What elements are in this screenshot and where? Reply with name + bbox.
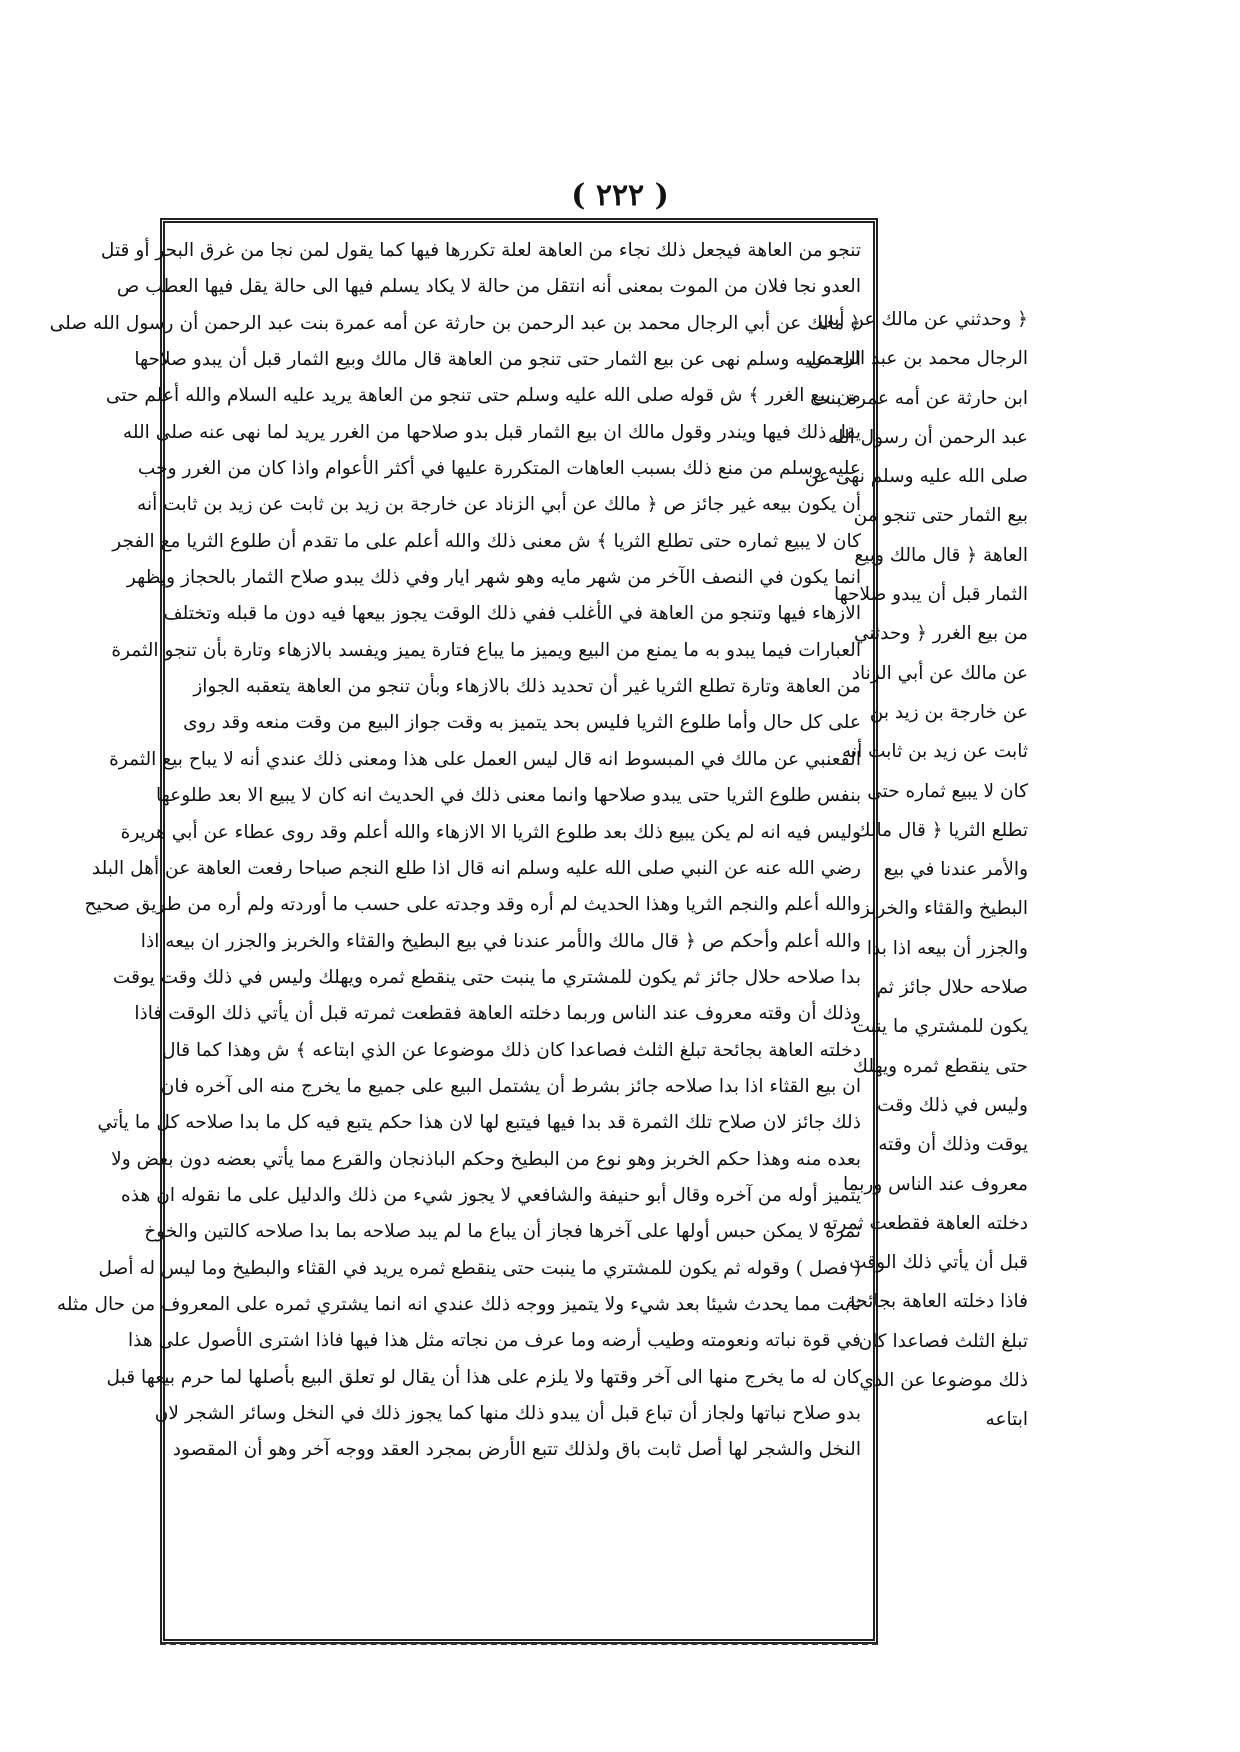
margin-text-line: ذلك موضوعا عن الذي bbox=[859, 1370, 1028, 1392]
main-text-line: القعنبي عن مالك في المبسوط انه قال ليس العمل على هذا ومعنى ذلك عندي أنه لا يباح بيع الثمرة bbox=[109, 748, 861, 770]
main-text-line: الله عليه وسلم نهى عن بيع الثمار حتى تنجو من العاهة قال مالك وبيع الثمار قبل أن يبدو صلاحها bbox=[134, 349, 861, 371]
main-text-line: بعده منه وهذا حكم الخربز وهو نوع من البطيخ وحكم الباذنجان والقرع مما يأتي بعضه دون بعض ولا bbox=[111, 1148, 861, 1170]
margin-text-line: عن خارجة بن زيد بن bbox=[869, 701, 1028, 723]
margin-text-line: عبد الرحمن أن رسول الله bbox=[827, 426, 1028, 448]
margin-text-line: دخلته العاهة فقطعت ثمرته bbox=[822, 1212, 1028, 1234]
margin-text-line: يوقت وذلك أن وقته bbox=[878, 1134, 1028, 1156]
margin-text-line: صلى الله عليه وسلم نهى عن bbox=[804, 466, 1028, 488]
main-text-line: ﴿ مالك عن أبي الرجال محمد بن عبد الرحمن بن حارثة عن أمه عمرة بنت عبد الرحمن أن رسول الله صلى bbox=[49, 312, 861, 334]
main-text-line: تنجو من العاهة فيجعل ذلك نجاء من العاهة لعلة تكررها فيها كما يقول لمن نجا من غرق البحر أو قتل bbox=[100, 240, 861, 261]
margin-text-line: الرجال محمد بن عبد الرحمن bbox=[807, 348, 1028, 370]
main-text-line: انما يكون في النصف الآخر من شهر مايه وهو شهر ايار وفي ذلك يبدو صلاح الثمار بالحجاز ويظهر bbox=[126, 567, 861, 589]
margin-text-line: ثابت عن زيد بن ثابت أنه bbox=[842, 741, 1028, 763]
margin-text-line: كان لا يبيع ثماره حتى bbox=[867, 780, 1028, 802]
margin-text-line: تبلغ الثلث فصاعدا كان bbox=[858, 1330, 1028, 1352]
main-text-line: وذلك أن وقته معروف عند الناس وربما دخلته العاهة فقطعت ثمرته قبل أن يأتي ذلك الوقت فاذا bbox=[134, 1003, 861, 1025]
main-text-frame bbox=[49, 218, 878, 1644]
margin-text-line: والأمر عندنا في بيع bbox=[883, 859, 1028, 881]
main-text-line: ( فصل ) وقوله ثم يكون للمشتري ما ينبت حتى ينقطع ثمره يريد في القثاء والبطيخ وما ليس له أصل bbox=[98, 1257, 861, 1279]
margin-text-line: صلاحه حلال جائز ثم bbox=[876, 977, 1028, 999]
margin-text-line: والجزر أن بيعه اذا بدا bbox=[866, 937, 1028, 959]
main-text-line: النخل والشجر لها أصل ثابت باق ولذلك تتبع الأرض بمجرد العقد ووجه آخر وهو أن المقصود bbox=[172, 1439, 861, 1461]
main-text-line: ثابت مما يحدث شيئا بعد شيء ولا يتميز ووجه ذلك عندي انه انما يشتري ثمره على المعروف من حال مثله bbox=[56, 1293, 861, 1315]
margin-text-line: الثمار قبل أن يبدو صلاحها bbox=[833, 584, 1028, 606]
main-text-line: ثمرة لا يمكن حبس أولها على آخرها فجاز أن يباع ما لم يبد صلاحه بما بدا صلاحه كالتين والخوخ bbox=[144, 1221, 861, 1243]
main-text-line: على كل حال وأما طلوع الثريا فليس بحد يتميز به وقت جواز البيع من وقت منعه وقد روى bbox=[183, 712, 861, 734]
margin-text-line: ﴿ وحدثني عن مالك عن أبي bbox=[818, 309, 1028, 330]
main-text-line: كان له ما يخرج منها الى آخر وقتها ولا يلزم على هذا أن يقال لو تعلق البيع بأصلها لما حرم بيعها قبل bbox=[106, 1366, 861, 1388]
main-text-line: بدا صلاحه حلال جائز ثم يكون للمشتري ما ينبت حتى ينقطع ثمره ويهلك وليس في ذلك وقت يوقت bbox=[112, 966, 861, 988]
margin-text-line: من بيع الغرر ﴿ وحدثني bbox=[853, 623, 1028, 645]
main-text-line: والله أعلم وأحكم ص ﴿ قال مالك والأمر عندنا في بيع البطيخ والقثاء والخربز والجزر ان بيعه اذا bbox=[140, 930, 861, 952]
margin-text-line: يكون للمشتري ما ينبت bbox=[852, 1016, 1028, 1038]
main-text-line: يقل ذلك فيها ويندر وقول مالك ان بيع الثمار قبل بدو صلاحها من الغرر يريد لما نهى عنه صلى الله bbox=[122, 421, 861, 443]
margin-hadith-text bbox=[804, 300, 1028, 1440]
main-commentary-text bbox=[49, 233, 861, 1469]
main-text-line: من العاهة وتارة تطلع الثريا غير أن تحديد ذلك بالازهاء وبأن تنجو من العاهة يتعقبه الجواز bbox=[193, 676, 861, 698]
margin-text-line: البطيخ والقثاء والخربز bbox=[860, 898, 1028, 920]
margin-text-line: تطلع الثريا ﴿ قال مالك bbox=[855, 819, 1028, 841]
main-text-line: الازهاء فيها وتنجو من العاهة في الأغلب ففي ذلك الوقت يجوز بيعها فيه دون ما قبله وتختلف bbox=[163, 603, 861, 625]
margin-text-line: ابن حارثة عن أمه عمرة بنت bbox=[812, 387, 1028, 409]
main-text-line: وليس فيه انه لم يكن يبيع ذلك بعد طلوع الثريا الا الازهاء والله أعلم وقد روى عطاء عن أبي هريرة bbox=[120, 821, 861, 843]
main-text-line: ذلك جائز لان صلاح تلك الثمرة قد بدا فيها فيتبع لها لان هذا حكم يتبع فيه كل ما بدا صلاحه كل ما يأتي bbox=[97, 1112, 861, 1134]
main-text-line: بدو صلاح نباتها ولجاز أن تباع قبل أن يبدو ذلك منها كما يجوز ذلك في النخل وسائر الشجر لان bbox=[154, 1403, 861, 1424]
main-text-line: أن يكون بيعه غير جائز ص ﴿ مالك عن أبي الزناد عن خارجة بن زيد بن ثابت عن زيد بن ثابت أنه bbox=[137, 494, 861, 516]
main-text-line: من بيع الغرر ﴾ ش قوله صلى الله عليه وسلم حتى تنجو من العاهة يريد عليه السلام والله أعلم حتى bbox=[105, 385, 861, 407]
main-text-line: عليه وسلم من منع ذلك بسبب العاهات المتكررة عليها في أكثر الأعوام واذا كان من الغرر وجب bbox=[137, 458, 861, 480]
main-text-line: يتميز أوله من آخره وقال أبو حنيفة والشافعي لا يجوز شيء من ذلك والدليل على ما نقوله ان هذه bbox=[120, 1184, 861, 1206]
margin-text-line: ابتاعه bbox=[985, 1409, 1028, 1431]
margin-text-line: قبل أن يأتي ذلك الوقت bbox=[849, 1252, 1028, 1274]
main-text-line: دخلته العاهة بجائحة تبلغ الثلث فصاعدا كان ذلك موضوعا عن الذي ابتاعه ﴾ ش وهذا كما قال bbox=[162, 1039, 861, 1061]
page-number: ( ٢٢٢ ) bbox=[571, 178, 669, 213]
margin-text-line: فاذا دخلته العاهة بجائحة bbox=[846, 1291, 1028, 1313]
margin-text-line: معروف عند الناس وربما bbox=[842, 1173, 1028, 1195]
main-text-line: في قوة نباته ونعومته وطيب أرضه وما عرف من نجاته مثل هذا فيها فاذا اشترى الأصول على هذا bbox=[127, 1330, 861, 1352]
main-text-line: رضي الله عنه عن النبي صلى الله عليه وسلم انه قال اذا طلع النجم صباحا رفعت العاهة عن أهل البلد bbox=[91, 857, 861, 879]
main-text-line: كان لا يبيع ثماره حتى تطلع الثريا ﴾ ش معنى ذلك والله أعلم على ما تقدم أن طلوع الثريا مع الفجر bbox=[112, 530, 861, 552]
main-text-line: العبارات فيما يبدو به ما يمنع من البيع ويميز ما يباع فتارة يميز ويفسد بالازهاء وتارة بأن تنجو الثمرة bbox=[111, 639, 861, 661]
margin-text-line: العاهة ﴿ قال مالك وبيع bbox=[854, 544, 1028, 566]
main-text-line: العدو نجا فلان من الموت بمعنى أنه انتقل من حالة لا يكاد يسلم فيها الى حالة يقل فيها العطب ص bbox=[116, 276, 861, 298]
main-text-line: بنفس طلوع الثريا حتى يبدو صلاحها وانما معنى ذلك في الحديث انه كان لا يبيع الا بعد طلوعها bbox=[155, 785, 861, 807]
margin-text-line: حتى ينقطع ثمره ويهلك bbox=[852, 1055, 1028, 1077]
main-text-line: والله أعلم والنجم الثريا وهذا الحديث لم أره وقد وجدته على حسب ما أوردته ولم أره من طريق صحيح bbox=[84, 894, 861, 916]
margin-text-line: وليس في ذلك وقت bbox=[876, 1094, 1028, 1116]
margin-text-line: بيع الثمار حتى تنجو من bbox=[853, 505, 1028, 527]
main-text-line: ان بيع القثاء اذا بدا صلاحه جائز بشرط أن يشتمل البيع على جميع ما يخرج منه الى آخره فان bbox=[160, 1075, 861, 1097]
margin-text-line: عن مالك عن أبي الزناد bbox=[851, 662, 1028, 684]
